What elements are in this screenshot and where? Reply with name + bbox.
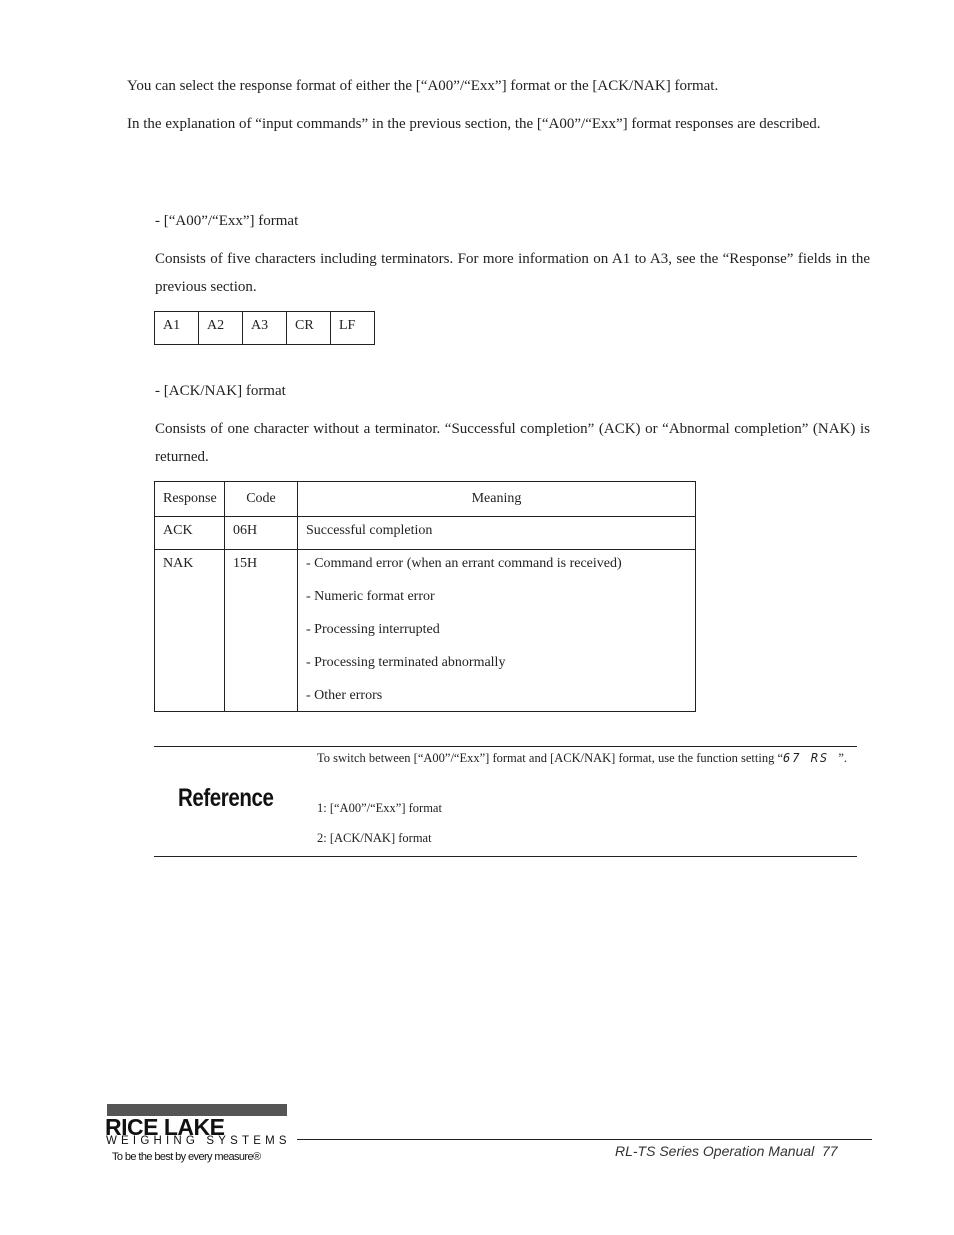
reference-note — [317, 748, 849, 768]
reference-bottom-rule — [154, 856, 857, 857]
row-response: ACK — [155, 517, 225, 550]
reference-setting: “67 RS ”. — [777, 751, 848, 765]
cell-a2: A2 — [199, 312, 243, 345]
logo-subtitle: WEIGHING SYSTEMS — [106, 1135, 291, 1147]
row-response: NAK — [155, 550, 225, 712]
footer-manual-title — [615, 1143, 838, 1159]
a00-format-description: Consists of five characters including terminators. For more information on A1 to A3, see the “Response” fields in the previous section. — [155, 251, 870, 295]
row-meaning: Successful completion — [298, 517, 696, 550]
cell-a1: A1 — [155, 312, 199, 345]
a00-format-heading: - [“A00”/“Exx”] format — [155, 213, 299, 229]
reference-title: Reference — [178, 784, 274, 812]
intro-paragraph-1: You can select the response format of either the [“A00”/“Exx”] format or the [ACK/NAK] format. — [127, 78, 719, 94]
footer-rule — [297, 1139, 872, 1140]
meaning-item: - Processing interrupted — [306, 622, 440, 637]
meaning-item: - Other errors — [306, 688, 383, 703]
logo-tagline: To be the best by every measure® — [112, 1151, 261, 1163]
meaning-item: - Processing terminated abnormally — [306, 655, 506, 670]
table-row-nak — [155, 550, 696, 712]
ack-format-description: Consists of one character without a terminator. “Successful completion” (ACK) or “Abnormal completion” (NAK) is returned. — [155, 421, 870, 465]
intro-paragraph-2: In the explanation of “input commands” in the previous section, the [“A00”/“Exx”] format responses are described. — [127, 116, 821, 132]
header-code: Code — [225, 482, 298, 517]
cell-lf: LF — [331, 312, 375, 345]
rice-lake-logo: RICE LAKE — [105, 1114, 225, 1140]
meaning-item: - Command error (when an errant command is received) — [306, 556, 622, 571]
ack-nak-response-table — [154, 481, 696, 712]
function-setting-code: 67 RS — [783, 751, 839, 765]
ack-format-heading: - [ACK/NAK] format — [155, 383, 286, 399]
header-meaning: Meaning — [298, 482, 696, 517]
row-code: 15H — [225, 550, 298, 712]
row-meaning-list — [298, 550, 696, 712]
meaning-item: - Numeric format error — [306, 589, 435, 604]
reference-line-1: To switch between [“A00”/“Exx”] format and [ACK/NAK] format, use the function setting — [317, 751, 775, 765]
page-number: 77 — [821, 1143, 838, 1159]
row-code: 06H — [225, 517, 298, 550]
table-row-ack — [155, 517, 696, 550]
reference-option-1: 1: [“A00”/“Exx”] format — [317, 801, 442, 815]
reference-top-rule — [154, 746, 857, 747]
reference-option-2: 2: [ACK/NAK] format — [317, 831, 432, 845]
cell-cr: CR — [287, 312, 331, 345]
manual-name: RL-TS Series Operation Manual — [615, 1143, 815, 1159]
a00-format-character-table — [154, 311, 375, 345]
table-header-row — [155, 482, 696, 517]
header-response: Response — [155, 482, 225, 517]
cell-a3: A3 — [243, 312, 287, 345]
